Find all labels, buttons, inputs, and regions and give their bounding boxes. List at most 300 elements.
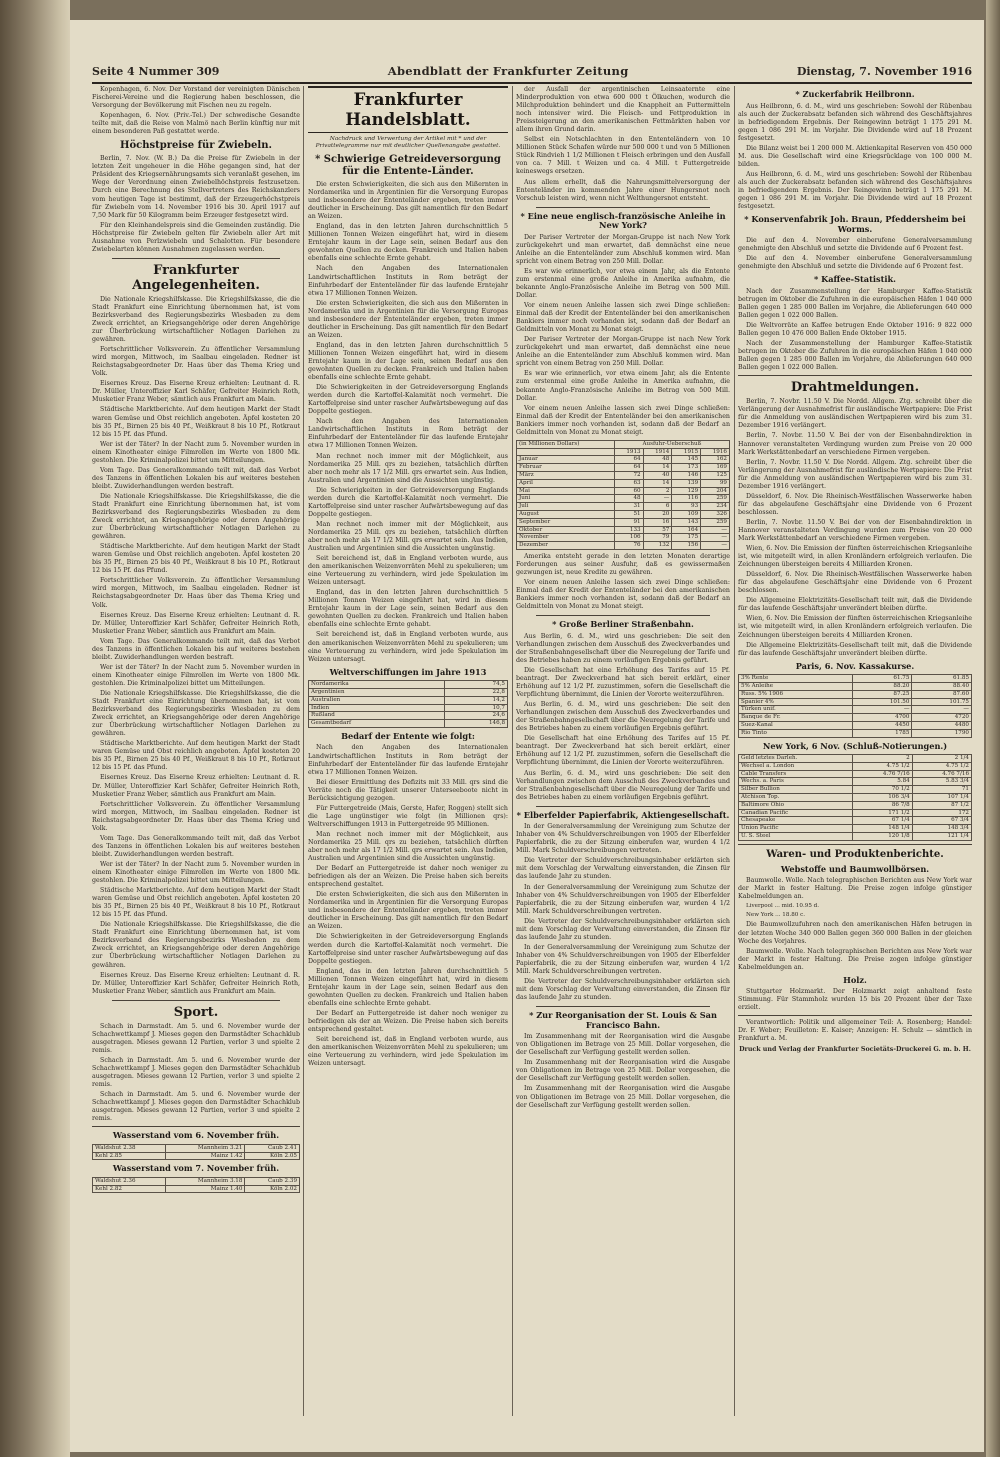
table-cell: Rußland — [309, 712, 445, 720]
table-header-cell — [517, 448, 615, 456]
table-cell: 106 3/4 — [853, 794, 912, 802]
table-row — [517, 471, 730, 479]
table-cell: 234 — [701, 503, 730, 511]
article-paragraph: Vor einem neuen Anleihe lassen sich zwei Dinge schließen: Einmal daß der Kredit der Ententeländer bei den amerikanischen Bankiers immer noch vorhanden ist, sodann daß der Bedarf an Geldmitteln von Monat zu Monat steigt. — [516, 579, 730, 611]
headline-webstoffe: Webstoffe und Baumwollbörsen. — [780, 863, 930, 874]
table-row — [739, 770, 972, 778]
table-row — [739, 801, 972, 809]
table-cell: 48 — [643, 456, 672, 464]
table-cell: Union Pacific — [739, 825, 853, 833]
table-cell: 4.76 7/16 — [853, 770, 912, 778]
divider — [738, 1015, 972, 1016]
table-row — [517, 518, 730, 526]
article-paragraph: Die Nationale Kriegshilfskasse. Die Kriegshilfskasse, die die Stadt Frankfurt eine Einrichtung übernommen hat, ist vom Bezirksverband des Regierungsbezirks Wiesbaden zu dem Zweck errichtet, an Kriegsangehörige oder deren Angehörige zur Überbrückung wirtschaftlicher Notlagen Darlehen zu gewähren. — [92, 295, 300, 344]
headline-drahtmeldungen: Drahtmeldungen. — [790, 380, 920, 396]
article-paragraph: Es war wie erinnerlich, vor etwa einem Jahr, als die Entente zum erstenmal eine große Anleihe in Amerika aufnahm, die bekannte Anglo-Französische Anleihe im Betrag von 500 Mill. Dollar. — [516, 370, 730, 402]
headline-frankfurter: Frankfurter Angelegenheiten. — [132, 262, 260, 293]
table-cell: 14 — [643, 479, 672, 487]
article-paragraph: Stuttgarter Holzmarkt. Der Holzmarkt zeigt anhaltend feste Stimmung. Für Stammholz wurden 15 bis 20 Prozent über der Taxe erzielt. — [738, 988, 972, 1012]
article-paragraph: Berlin, 7. Novbr. 11.50 V. Die Nordd. Allgem. Ztg. schreibt über die Verlängerung der Ausnahmefrist für ausländische Wertpapiere: Die Frist für die Anmeldung von ausländischen Wertpapieren wird bis zum 31. Dezember 1916 verlängert. — [738, 398, 972, 430]
article-paragraph: Die ersten Schwierigkeiten, die sich aus den Mißernten in Nordamerika und in Argentinien für die Versorgung Europas und insbesondere der Ententeländer ergeben, treten immer deutlicher in Erscheinung. Das gilt namentlich für den Bedarf an Weizen. — [308, 299, 508, 339]
table-cell: 6 — [643, 503, 672, 511]
table-cell: 5% Anleihe — [739, 682, 853, 690]
table-row — [309, 688, 508, 696]
headline-holz: Holz. — [843, 974, 867, 985]
table-cell: 87 1/2 — [912, 801, 971, 809]
table-cell: 91 — [614, 518, 643, 526]
article-paragraph: Vom Tage. Das Generalkommando teilt mit, daß das Verbot des Tanzens in öffentlichen Lokalen bis auf weiteres bestehen bleibt. Zuwiderhandlungen werden bestraft. — [92, 834, 300, 858]
article-paragraph: Selbst ein Notschlachten in den Ententeländern von 10 Millionen Stück Schafen würde nur 500 000 t und von 5 Millionen Stück Rindvieh 1 1/2 Millionen t Fleisch erbringen und den Ausfall von ca. 7 Mill. t Weizen und ca. 4 Mill. t Futtergetreide keineswegs ersetzen. — [516, 136, 730, 176]
article-paragraph: Städtische Marktberichte. Auf dem heutigen Markt der Stadt waren Gemüse und Obst reichlich angeboten. Äpfel kosteten 20 bis 35 Pf., Birnen 25 bis 40 Pf., Weißkraut 8 bis 10 Pf., Rotkraut 12 bis 15 Pf. das Pfund. — [92, 543, 300, 575]
table-cell: Juli — [517, 503, 615, 511]
article-paragraph: Vor einem neuen Anleihe lassen sich zwei Dinge schließen: Einmal daß der Kredit der Ententeländer bei den amerikanischen Bankiers immer noch vorhanden ist, sodann daß der Bedarf an Geldmitteln von Monat zu Monat steigt. — [516, 404, 730, 436]
table-cell: 93 — [672, 503, 701, 511]
table-cell: 4.76 7/16 — [912, 770, 971, 778]
article-paragraph: Düsseldorf, 6. Nov. Die Rheinisch-Westfälischen Wasserwerke haben für das abgelaufene Geschäftsjahr eine Dividende von 6 Prozent beschlossen. — [738, 571, 972, 595]
article-paragraph: Fortschrittlicher Volksverein. Zu öffentlicher Versammlung wird morgen, Mittwoch, im Saalbau eingeladen. Redner ist Reichstagsabgeordneter Dr. Haas über das Thema Krieg und Volk. — [92, 800, 300, 832]
article-paragraph: Nach den Angaben des Internationalen Landwirtschaftlichen Instituts in Rom beträgt der Einfuhrbedarf der Ententeländer für das laufende Erntejahr etwa 17 Millionen Tonnen Weizen. — [308, 418, 508, 450]
article-paragraph: Die Vertreter der Schuldverschreibungsinhaber erklärten sich mit dem Vorschlag der Verwaltung einverstanden, die Zinsen für das laufende Jahr zu stunden. — [516, 857, 730, 881]
newspaper-page — [70, 20, 984, 1452]
table-cell: 2 — [643, 487, 672, 495]
headline-getreide: * Schwierige Getreideversorgung für die Entente-Länder. — [315, 154, 501, 177]
divider — [536, 207, 710, 208]
table-header-row — [517, 448, 730, 456]
table-cell: 2 — [853, 755, 912, 763]
table-cell: Baltimore Ohio — [739, 801, 853, 809]
market-line: New York ... 18.80 c. — [746, 912, 806, 919]
table-cell: 106 — [614, 534, 643, 542]
table-cell: März — [517, 471, 615, 479]
table-row — [739, 714, 972, 722]
article-paragraph: Für den Kleinhandelspreis sind die Gemeinden zuständig. Die Höchstpreise für Zwiebeln gelten für Zwiebeln aller Art mit Ausnahme von Perlzwiebeln und Schalotten. Für besondere Zwiebelarten können Ausnahmen zugelassen werden. — [92, 221, 300, 253]
article-paragraph: Wer ist der Täter? In der Nacht zum 5. November wurden in einem Kinotheater einige Filmrollen im Werte von 1800 Mk. gestohlen. Die Kriminalpolizei bittet um Mitteilungen. — [92, 663, 300, 687]
table-cell: 14,2 — [444, 696, 507, 704]
column-1 — [92, 86, 300, 1421]
table-cell: Banque de Fr. — [739, 714, 853, 722]
table-cell: 109 — [672, 510, 701, 518]
table-row — [739, 809, 972, 817]
article-paragraph: Wer ist der Täter? In der Nacht zum 5. November wurden in einem Kinotheater einige Filmrollen im Werte von 1800 Mk. gestohlen. Die Kriminalpolizei bittet um Mitteilungen. — [92, 440, 300, 464]
table-cell: 116 — [672, 495, 701, 503]
table-total-row — [309, 720, 508, 728]
table-cell: 146,8 — [444, 720, 507, 728]
table-cell: 1785 — [852, 729, 912, 737]
table-cell: 86 7/8 — [853, 801, 912, 809]
table-cell: Wechs. a. Paris — [739, 778, 853, 786]
divider — [112, 258, 280, 259]
column-rule — [734, 86, 735, 1416]
article-paragraph: Die Weltvorräte an Kaffee betrugen Ende Oktober 1916: 9 822 000 Ballen gegen 10 476 000 Ballen Ende Oktober 1915. — [738, 321, 972, 338]
article-paragraph: Die Vertreter der Schuldverschreibungsinhaber erklärten sich mit dem Vorschlag der Verwaltung einverstanden, die Zinsen für das laufende Jahr zu stunden. — [516, 917, 730, 941]
article-paragraph: Nach der Zusammenstellung der Hamburger Kaffee-Statistik betrugen im Oktober die Zufuhren in die europäischen Häfen 1 040 000 Ballen gegen 1 285 000 Ballen im Vorjahre, die Ablieferungen 640 000 Ballen gegen 1 022 000 Ballen. — [738, 340, 972, 372]
table-cell: Australien — [309, 696, 445, 704]
table-cell: 67 3/4 — [912, 817, 971, 825]
table-cell: 61.75 — [852, 675, 912, 683]
table-row — [739, 755, 972, 763]
headline-kaffee: * Kaffee-Statistik. — [813, 274, 896, 285]
article-paragraph: Aus Berlin, 6. d. M., wird uns geschrieben: Die seit den Verhandlungen zwischen dem Ausschuß des Zweckverbandes und der Straßenbahngesellschaft über die Neuregelung der Tarife und des Betriebes haben zu einem vorläufigen Ergebnis geführt. — [516, 769, 730, 801]
table-row — [517, 456, 730, 464]
table-cell: August — [517, 510, 615, 518]
table-cell: 162 — [701, 456, 730, 464]
table-cell: 20 — [643, 510, 672, 518]
table-row — [309, 712, 508, 720]
page-number: Seite 4 Nummer 309 — [92, 64, 220, 78]
article-paragraph: Fortschrittlicher Volksverein. Zu öffentlicher Versammlung wird morgen, Mittwoch, im Saalbau eingeladen. Redner ist Reichstagsabgeordneter Dr. Haas über das Thema Krieg und Volk. — [92, 577, 300, 609]
table-header-cell: 1915 — [672, 448, 701, 456]
headline-strassenbahn: * Große Berliner Straßenbahn. — [552, 619, 694, 630]
table-row — [517, 487, 730, 495]
table-cell: Indien — [309, 704, 445, 712]
table-cell: April — [517, 479, 615, 487]
table-cell: 4.75 1/2 — [912, 762, 971, 770]
table-row — [517, 503, 730, 511]
newyork-kurse-table — [738, 754, 972, 841]
table-cell: 139 — [672, 479, 701, 487]
headline-wasserstand-6: Wasserstand vom 6. November früh. — [112, 1130, 280, 1141]
table-cell: 259 — [701, 518, 730, 526]
weltverschiffungen-table — [308, 680, 508, 728]
article-paragraph: Eisernes Kreuz. Das Eiserne Kreuz erhielten: Leutnant d. R. Dr. Müller, Unteroffizier Karl Schäfer, Gefreiter Heinrich Roth, Musketier Franz Weber, sämtlich aus Frankfurt am Main. — [92, 971, 300, 995]
table-cell: 156 — [672, 542, 701, 550]
table-cell: 132 — [643, 542, 672, 550]
table-cell: 22,8 — [444, 688, 507, 696]
table-cell: 74,5 — [444, 681, 507, 689]
article-paragraph: Nach den Angaben des Internationalen Landwirtschaftlichen Instituts in Rom beträgt der Einfuhrbedarf der Ententeländer für das laufende Erntejahr etwa 17 Millionen Tonnen Weizen. — [308, 265, 508, 297]
article-paragraph: Der Pariser Vertreter der Morgan-Gruppe ist nach New York zurückgekehrt und man erwartet, daß demnächst eine neue Anleihe an die Ententeländer zum Abschluß kommen wird. Man spricht von einem Betrag von 250 Mill. Dollar. — [516, 336, 730, 368]
table-cell: 259 — [701, 495, 730, 503]
table-cell: Oktober — [517, 526, 615, 534]
headline-zucker: * Zuckerfabrik Heilbronn. — [795, 89, 915, 99]
table-cell: Argentinien — [309, 688, 445, 696]
table-row — [739, 682, 972, 690]
table-title: Weltverschiffungen im Jahre 1913 — [329, 666, 487, 677]
article-paragraph: Schach in Darmstadt. Am 5. und 6. November wurde der Schachwettkampf J. Mieses gegen den Darmstädter Schachklub ausgetragen. Mieses gewann 12 Partien, verlor 3 und spielte 2 remis. — [92, 1022, 300, 1054]
table-row — [517, 534, 730, 542]
table-cell: 1790 — [912, 729, 972, 737]
table-cell: 88.20 — [852, 682, 912, 690]
table-cell: 204 — [701, 487, 730, 495]
table-cell: U. S. Steel — [739, 833, 853, 841]
headline-anleihe: * Eine neue englisch-französische Anleihe in New York? — [520, 210, 726, 231]
article-paragraph: Die Baumwollzufuhren nach den amerikanischen Häfen betrugen in der letzten Woche 340 000 Ballen gegen 360 000 Ballen in der gleichen Woche des Vorjahres. — [738, 921, 972, 945]
table-cell: 107 1/4 — [912, 794, 971, 802]
table-row — [739, 690, 972, 698]
article-paragraph: Die Gesellschaft hat eine Erhöhung des Tarifes auf 15 Pf. beantragt. Der Zweckverband hat sich bereit erklärt, einer Erhöhung auf 12 1/2 Pf. zuzustimmen, sofern die Gesellschaft die Verpflichtung übernimmt, die Linien der Vororte weiterzuführen. — [516, 666, 730, 699]
table-cell: 87.60 — [912, 690, 972, 698]
divider — [92, 1126, 300, 1127]
article-paragraph: Nach den Angaben des Internationalen Landwirtschaftlichen Instituts in Rom beträgt der Einfuhrbedarf der Ententeländer für das laufende Erntejahr etwa 17 Millionen Tonnen Weizen. — [308, 744, 508, 776]
article-paragraph: Schach in Darmstadt. Am 5. und 6. November wurde der Schachwettkampf J. Mieses gegen den Darmstädter Schachklub ausgetragen. Mieses gewann 12 Partien, verlor 3 und spielte 2 remis. — [92, 1056, 300, 1089]
headline-zwiebeln: Höchstpreise für Zwiebeln. — [120, 140, 272, 152]
article-paragraph: Bei dieser Ermittlung des Defizits mit 33 Mill. qrs sind die Vorräte noch die Tätigkeit unserer Unterseeboote nicht in Berücksichtigung gezogen. — [308, 778, 508, 802]
table-row — [739, 698, 972, 706]
article-paragraph: Eisernes Kreuz. Das Eiserne Kreuz erhielten: Leutnant d. R. Dr. Müller, Unteroffizier Karl Schäfer, Gefreiter Heinrich Roth, Musketier Franz Weber, sämtlich aus Frankfurt am Main. — [92, 380, 300, 404]
article-paragraph: Amerika entsteht gerade in den letzten Monaten derartige Forderungen aus seiner Ausfuhr, daß es gewissermaßen gezwungen ist, neue Kredite zu gewähren. — [516, 552, 730, 577]
table-cell: 4700 — [852, 714, 912, 722]
newspaper-title: Abendblatt der Frankfurter Zeitung — [387, 64, 629, 78]
table-cell: 40 — [643, 471, 672, 479]
table-cell: September — [517, 518, 615, 526]
table-cell: 164 — [672, 526, 701, 534]
table-cell: 125 — [701, 471, 730, 479]
table-cell: 146 — [672, 471, 701, 479]
page-right-edge — [986, 0, 1000, 1457]
table-row — [517, 464, 730, 472]
table-cell: 148 1/4 — [853, 825, 912, 833]
masthead — [92, 60, 972, 84]
table-cell: — — [852, 706, 912, 714]
table-cell: 120 1/8 — [853, 833, 912, 841]
table-cell: Russ. 5% 1906 — [739, 690, 853, 698]
divider — [738, 844, 972, 845]
article-paragraph: Die Vertreter der Schuldverschreibungsinhaber erklärten sich mit dem Vorschlag der Verwaltung einverstanden, die Zinsen für das laufende Jahr zu stunden. — [516, 978, 730, 1002]
table-cell: 24,6 — [444, 712, 507, 720]
article-paragraph: Eisernes Kreuz. Das Eiserne Kreuz erhielten: Leutnant d. R. Dr. Müller, Unteroffizier Karl Schäfer, Gefreiter Heinrich Roth, Musketier Franz Weber, sämtlich aus Frankfurt am Main. — [92, 774, 300, 798]
article-paragraph: Für Futtergetreide (Mais, Gerste, Hafer, Roggen) stellt sich die Lage ungünstiger wie folgt (in Millionen qrs): Weltverschiffungen 1913 in Futtergetreide 95 Millionen. — [308, 804, 508, 828]
section-banner-sub: Nachdruck und Verwertung der Artikel mit * und der Privattelegramme nur mit deutlicher Quellenangabe gestattet. — [315, 136, 501, 149]
table-cell: Gesamtbedarf — [309, 720, 445, 728]
table-cell: 48 — [614, 495, 643, 503]
article-paragraph: Seit bereichend ist, daß in England verboten wurde, aus den amerikanischen Weizenvorräten Mehl zu spekulieren; um eine Verteuerung zu verhindern, wird jede Spekulation im Weizen untersagt. — [308, 631, 508, 663]
table-cell: 99 — [701, 479, 730, 487]
headline-konserven: * Konservenfabrik Joh. Braun, Pfeddersheim bei Worms. — [744, 214, 966, 234]
article-paragraph: Schach in Darmstadt. Am 5. und 6. November wurde der Schachwettkampf J. Mieses gegen den Darmstädter Schachklub ausgetragen. Mieses gewann 12 Partien, verlor 3 und spielte 2 remis. — [92, 1091, 300, 1123]
table-cell: — — [643, 495, 672, 503]
article-paragraph: Baumwolle. Wolle. Nach telegraphischen Berichten aus New York war der Markt in fester Haltung. Die Preise zogen infolge günstiger Kabelmeldungen an. — [738, 947, 972, 971]
table-row — [739, 833, 972, 841]
article-paragraph: Aus Heilbronn, 6. d. M., wird uns geschrieben: Sowohl der Rübenbau als auch der Zuckerabsatz befanden sich während des Geschäftsjahres in befriedigendem Ergebnis. Der Reingewinn beträgt 1 175 291 M. gegen 1 086 291 M. im Vorjahr. Die Dividende wird auf 18 Prozent festgesetzt. — [738, 102, 972, 142]
table-cell: 133 — [614, 526, 643, 534]
article-paragraph: der Ausfall der argentinischen Leinsaaternte eine Minderproduktion von etwa 600 000 t Ölkuchen, wodurch die Milchproduktion behindert und die Knappheit an Futtermitteln noch intensiver wird. Die Fleisch- und Fettproduktion in Preissteigerung an den amerikanischen Fettmärkten haben vor allem ihren Grund darin. — [516, 86, 730, 134]
article-paragraph: Die Allgemeine Elektrizitäts-Gesellschaft teilt mit, daß die Dividende für das laufende Geschäftsjahr unverändert bleiben dürfte. — [738, 641, 972, 657]
table-row — [517, 479, 730, 487]
table-cell: — — [912, 706, 972, 714]
table-cell: 5.83 3/4 — [912, 778, 971, 786]
table-cell: 173 — [672, 464, 701, 472]
table-row — [739, 817, 972, 825]
divider — [112, 1000, 280, 1001]
article-paragraph: Aus Heilbronn, 6. d. M., wird uns geschrieben: Sowohl der Rübenbau als auch der Zuckerabsatz befanden sich während des Geschäftsjahres in befriedigendem Ergebnis. Der Reingewinn beträgt 1 175 291 M. gegen 1 086 291 M. im Vorjahr. Die Dividende wird auf 18 Prozent festgesetzt. — [738, 170, 972, 211]
table-cell: 10,7 — [444, 704, 507, 712]
table-header-cell: 1914 — [643, 448, 672, 456]
article-paragraph: In der Generalversammlung der Vereinigung zum Schutze der Inhaber von 4% Schuldverschreibungen von 1905 der Elberfelder Papierfabrik, die zu der Sitzung einberufen war, wurden 4 1/2 Mill. Mark Schuldverschreibungen vertreten. — [516, 943, 730, 975]
article-paragraph: Die auf den 4. November einberufene Generalversammlung genehmigte den Abschluß und setzte die Dividende auf 6 Prozent fest. — [738, 255, 972, 271]
table-cell: 60 — [614, 487, 643, 495]
article-paragraph: Aus Berlin, 6. d. M., wird uns geschrieben: Die seit den Verhandlungen zwischen dem Ausschuß des Zweckverbandes und der Straßenbahngesellschaft über die Neuregelung der Tarife und des Betriebes haben zu einem vorläufigen Ergebnis geführt. — [516, 701, 730, 733]
headline-waren: Waren- und Produktenberichte. — [766, 848, 944, 860]
table-row — [739, 721, 972, 729]
headline-sport: Sport. — [173, 1004, 219, 1020]
table-header-cell: Ausfuhr-Ueberschuß — [614, 440, 729, 448]
article-paragraph: Die auf den 4. November einberufene Generalversammlung genehmigte den Abschluß und setzte die Dividende auf 6 Prozent fest. — [738, 237, 972, 253]
table-cell: 172 — [912, 809, 971, 817]
article-paragraph: England, das in den letzten Jahren durchschnittlich 5 Millionen Tonnen Weizen eingeführt hat, wird in diesem Erntejahr kaum in der Lage sein, seinen Bedarf aus den gewohnten Quellen zu decken. Frankreich und Italien haben ebenfalls eine schlechte Ernte gehabt. — [308, 341, 508, 382]
column-rule — [303, 86, 304, 1416]
article-paragraph: Vor einem neuen Anleihe lassen sich zwei Dinge schließen: Einmal daß der Kredit der Ententeländer bei den amerikanischen Bankiers immer noch vorhanden ist, sodann daß der Bedarf an Geldmitteln von Monat zu Monat steigt. — [516, 302, 730, 334]
table-cell: Cable Transfers — [739, 770, 853, 778]
table-cell: 76 — [614, 542, 643, 550]
article-paragraph: Die Nationale Kriegshilfskasse. Die Kriegshilfskasse, die die Stadt Frankfurt eine Einrichtung übernommen hat, ist vom Bezirksverband des Regierungsbezirks Wiesbaden zu dem Zweck errichtet, an Kriegsangehörige oder deren Angehörige zur Überbrückung wirtschaftlicher Notlagen Darlehen zu gewähren. — [92, 492, 300, 541]
table-cell: 57 — [643, 526, 672, 534]
article-paragraph: Man rechnet noch immer mit der Möglichkeit, aus Nordamerika 25 Mill. qrs zu beziehen, tatsächlich dürften aber noch mehr als 17 1/2 Mill. qrs erwartet sein. Aus Indien, Australien und Argentinien sind die Aussichten ungünstig. — [308, 830, 508, 863]
table-cell: 169 — [701, 464, 730, 472]
table-cell: Juni — [517, 495, 615, 503]
table-cell: 5.84 — [853, 778, 912, 786]
section-banner: Frankfurter Handelsblatt. — [308, 86, 508, 133]
article-paragraph: Berlin, 7. Novbr. 11.50 V. Die Nordd. Allgem. Ztg. schreibt über die Verlängerung der Ausnahmefrist für ausländische Wertpapiere: Die Frist für die Anmeldung von ausländischen Wertpapieren wird bis zum 31. Dezember 1916 verlängert. — [738, 458, 972, 490]
article-paragraph: Berlin, 7. Novbr. 11.50 V. Bei der von der Eisenbahndirektion in Hannover veranstalteten Verdingung wurden zum Preise von 20 000 Mark Werkstättenbedarf an verschiedene Firmen vergeben. — [738, 518, 972, 543]
headline-stlouis: * Zur Reorganisation der St. Louis & San Francisco Bahn. — [529, 1010, 717, 1030]
table-cell: Canadian Pacific — [739, 809, 853, 817]
table-cell: 101.75 — [912, 698, 972, 706]
table-row — [517, 510, 730, 518]
article-paragraph: Die ersten Schwierigkeiten, die sich aus den Mißernten in Nordamerika und in Argentinien für die Versorgung Europas und insbesondere der Ententeländer ergeben, treten immer deutlicher in Erscheinung. Das gilt namentlich für den Bedarf an Weizen. — [308, 181, 508, 221]
headline-bedarf: Bedarf der Entente wie folgt: — [341, 730, 475, 741]
article-paragraph: Städtische Marktberichte. Auf dem heutigen Markt der Stadt waren Gemüse und Obst reichlich angeboten. Äpfel kosteten 20 bis 35 Pf., Birnen 25 bis 40 Pf., Weißkraut 8 bis 10 Pf., Rotkraut 12 bis 15 Pf. das Pfund. — [92, 406, 300, 438]
article-paragraph: Vom Tage. Das Generalkommando teilt mit, daß das Verbot des Tanzens in öffentlichen Lokalen bis auf weiteres bestehen bleibt. Zuwiderhandlungen werden bestraft. — [92, 637, 300, 661]
article-paragraph: Die Schwierigkeiten in der Getreideversorgung Englands werden durch die Kartoffel-Kalamität noch vermehrt. Die Kartoffelpreise sind unter rascher Aufwärtsbewegung auf das Doppelte gestiegen. — [308, 486, 508, 518]
table-cell: Chesapeake — [739, 817, 853, 825]
table-cell: Nordamerika — [309, 681, 445, 689]
headline-paris: Paris, 6. Nov. Kassakurse. — [795, 660, 915, 671]
article-paragraph: Die Schwierigkeiten in der Getreideversorgung Englands werden durch die Kartoffel-Kalamität noch vermehrt. Die Kartoffelpreise sind unter rascher Aufwärtsbewegung auf das Doppelte gestiegen. — [308, 933, 508, 965]
column-rule — [512, 86, 513, 1416]
article-paragraph: England, das in den letzten Jahren durchschnittlich 5 Millionen Tonnen Weizen eingeführt hat, wird in diesem Erntejahr kaum in der Lage sein, seinen Bedarf aus den gewohnten Quellen zu decken. Frankreich und Italien haben ebenfalls eine schlechte Ernte gehabt. — [308, 967, 508, 1007]
market-line: Liverpool ... mid. 10.95 d. — [746, 903, 820, 910]
table-cell: 16 — [643, 518, 672, 526]
headline-papierfabrik: * Elberfelder Papierfabrik, Aktiengesellschaft. — [516, 809, 730, 820]
wasserstand-table: Waldshut 2.36 Mannheim 3.18 Caub 2.39 Kehl 2.82 Mainz 1.40 Köln 2.02 — [92, 1177, 300, 1194]
table-cell: 145 — [672, 456, 701, 464]
table-cell: 79 — [643, 534, 672, 542]
article-paragraph: Die Schwierigkeiten in der Getreideversorgung Englands werden durch die Kartoffel-Kalamität noch vermehrt. Die Kartoffelpreise sind unter rascher Aufwärtsbewegung auf das Doppelte gestiegen. — [308, 384, 508, 416]
imprint: Druck und Verlag der Frankfurter Societäts-Druckerei G. m. b. H. — [739, 1045, 971, 1053]
article-paragraph: Die Nationale Kriegshilfskasse. Die Kriegshilfskasse, die die Stadt Frankfurt eine Einrichtung übernommen hat, ist vom Bezirksverband des Regierungsbezirks Wiesbaden zu dem Zweck errichtet, an Kriegsangehörige oder deren Angehörige zur Überbrückung wirtschaftlicher Notlagen Darlehen zu gewähren. — [92, 921, 300, 969]
table-row — [517, 495, 730, 503]
table-cell: 326 — [701, 510, 730, 518]
table-cell: 2 1/4 — [912, 755, 971, 763]
table-cell: Spanier 4% — [739, 698, 853, 706]
table-row — [739, 778, 972, 786]
table-cell: 87.25 — [852, 690, 912, 698]
table-cell: 171 1/2 — [853, 809, 912, 817]
table-cell: 64 — [614, 464, 643, 472]
article-paragraph: Städtische Marktberichte. Auf dem heutigen Markt der Stadt waren Gemüse und Obst reichlich angeboten. Äpfel kosteten 20 bis 35 Pf., Birnen 25 bis 40 Pf., Weißkraut 8 bis 10 Pf., Rotkraut 12 bis 15 Pf. das Pfund. — [92, 887, 300, 919]
table-row — [517, 526, 730, 534]
article-paragraph: Berlin, 7. Novbr. 11.50 V. Bei der von der Eisenbahndirektion in Hannover veranstalteten Verdingung wurden zum Preise von 20 000 Mark Werkstättenbedarf an verschiedene Firmen vergeben. — [738, 432, 972, 456]
article-paragraph: Eisernes Kreuz. Das Eiserne Kreuz erhielten: Leutnant d. R. Dr. Müller, Unteroffizier Karl Schäfer, Gefreiter Heinrich Roth, Musketier Franz Weber, sämtlich aus Frankfurt am Main. — [92, 611, 300, 635]
article-paragraph: England, das in den letzten Jahren durchschnittlich 5 Millionen Tonnen Weizen eingeführt hat, wird in diesem Erntejahr kaum in der Lage sein, seinen Bedarf aus den gewohnten Quellen zu decken. Frankreich und Italien haben ebenfalls eine schlechte Ernte gehabt. — [308, 223, 508, 263]
table-cell: 63 — [614, 479, 643, 487]
table-cell: 4480 — [912, 721, 972, 729]
table-cell: 71 — [912, 786, 971, 794]
table-cell: 129 — [672, 487, 701, 495]
table-cell: 70 1/2 — [853, 786, 912, 794]
article-paragraph: Der Bedarf an Futtergetreide ist daher noch weniger zu befriedigen als der an Weizen. Die Preise haben sich bereits entsprechend gestaltet. — [308, 1009, 508, 1033]
imprint: Verantwortlich: Politik und allgemeiner Teil: A. Rosenberg; Handel: Dr. F. Weber; Feuilleton: E. Kaiser; Anzeigen: H. Schulz — sämtlich in Frankfurt a. M. — [738, 1019, 972, 1043]
table-cell: 61.85 — [912, 675, 972, 683]
table-cell: Rio Tinto — [739, 729, 853, 737]
table-cell: 4.75 1/2 — [853, 762, 912, 770]
table-cell: — — [701, 534, 730, 542]
article-paragraph: Baumwolle. Wolle. Nach telegraphischen Berichten aus New York war der Markt in fester Haltung. Die Preise zogen infolge günstiger Kabelmeldungen an. — [738, 877, 972, 901]
table-cell: Türken unif. — [739, 706, 853, 714]
table-row — [739, 675, 972, 683]
table-cell: 72 — [614, 471, 643, 479]
column-3 — [516, 86, 730, 1421]
article-paragraph: Die ersten Schwierigkeiten, die sich aus den Mißernten in Nordamerika und in Argentinien für die Versorgung Europas und insbesondere der Ententeländer ergeben, treten immer deutlicher in Erscheinung. Das gilt namentlich für den Bedarf an Weizen. — [308, 891, 508, 931]
table-row — [739, 794, 972, 802]
issue-date: Dienstag, 7. November 1916 — [796, 64, 972, 78]
table-row — [309, 704, 508, 712]
table-cell: 4450 — [852, 721, 912, 729]
table-header-cell: 1916 — [701, 448, 730, 456]
table-cell: Februar — [517, 464, 615, 472]
table-cell: 14 — [643, 464, 672, 472]
article-paragraph: Der Bedarf an Futtergetreide ist daher noch weniger zu befriedigen als der an Weizen. Die Preise haben sich bereits entsprechend gestaltet. — [308, 865, 508, 889]
article-paragraph: Nach der Zusammenstellung der Hamburger Kaffee-Statistik betrugen im Oktober die Zufuhren in die europäischen Häfen 1 040 000 Ballen gegen 1 285 000 Ballen im Vorjahre, die Ablieferungen 640 000 Ballen gegen 1 022 000 Ballen. — [738, 287, 972, 319]
table-cell: Silber Bullion — [739, 786, 853, 794]
table-cell: — — [701, 526, 730, 534]
table-cell: 64 — [614, 456, 643, 464]
article-paragraph: Kopenhagen, 6. Nov. (Priv.-Tel.) Der schwedische Gesandte teilte mit, daß die Reise von Malmö nach Berlin künftig nur mit einem besonderen Paß gestattet werde. — [92, 112, 300, 136]
table-header-row — [517, 440, 730, 448]
headline-newyork: New York, 6 Nov. (Schluß-Notierungen.) — [762, 740, 948, 751]
table-cell: November — [517, 534, 615, 542]
article-paragraph: Die Allgemeine Elektrizitäts-Gesellschaft teilt mit, daß die Dividende für das laufende Geschäftsjahr unverändert bleiben dürfte. — [738, 597, 972, 613]
table-cell: 148 3/4 — [912, 825, 971, 833]
table-cell: 121 1/4 — [912, 833, 971, 841]
table-cell: — — [701, 542, 730, 550]
article-paragraph: Die Bilanz weist bei 1 200 000 M. Aktienkapital Reserven von 450 000 M. aus. Die Gesellschaft wird eine Kriegsrücklage von 100 000 M. bilden. — [738, 144, 972, 168]
article-paragraph: Fortschrittlicher Volksverein. Zu öffentlicher Versammlung wird morgen, Mittwoch, im Saalbau eingeladen. Redner ist Reichstagsabgeordneter Dr. Haas über das Thema Krieg und Volk. — [92, 346, 300, 378]
divider — [738, 375, 972, 376]
table-cell: 3% Rente — [739, 675, 853, 683]
table-header-cell: (in Millionen Dollars) — [517, 440, 615, 448]
headline-wasserstand-7: Wasserstand vom 7. November früh. — [112, 1163, 280, 1174]
table-row — [517, 542, 730, 550]
table-cell: 67 1/4 — [853, 817, 912, 825]
table-row — [739, 729, 972, 737]
table-cell: 101.50 — [852, 698, 912, 706]
table-row — [309, 681, 508, 689]
article-paragraph: In der Generalversammlung der Vereinigung zum Schutze der Inhaber von 4% Schuldverschreibungen von 1905 der Elberfelder Papierfabrik, die zu der Sitzung einberufen war, wurden 4 1/2 Mill. Mark Schuldverschreibungen vertreten. — [516, 823, 730, 855]
table-cell: 31 — [614, 503, 643, 511]
article-paragraph: Städtische Marktberichte. Auf dem heutigen Markt der Stadt waren Gemüse und Obst reichlich angeboten. Äpfel kosteten 20 bis 35 Pf., Birnen 25 bis 40 Pf., Weißkraut 8 bis 10 Pf., Rotkraut 12 bis 15 Pf. das Pfund. — [92, 740, 300, 772]
wasserstand-table: Waldshut 2.38 Mannheim 3.21 Caub 2.41 Kehl 2.85 Mainz 1.42 Köln 2.05 — [92, 1144, 300, 1161]
article-paragraph: Die Nationale Kriegshilfskasse. Die Kriegshilfskasse, die die Stadt Frankfurt eine Einrichtung übernommen hat, ist vom Bezirksverband des Regierungsbezirks Wiesbaden zu dem Zweck errichtet, an Kriegsangehörige oder deren Angehörige zur Überbrückung wirtschaftlicher Notlagen Darlehen zu gewähren. — [92, 690, 300, 738]
book-binding-edge — [0, 0, 70, 1457]
article-paragraph: Vom Tage. Das Generalkommando teilt mit, daß das Verbot des Tanzens in öffentlichen Lokalen bis auf weiteres bestehen bleibt. Zuwiderhandlungen werden bestraft. — [92, 466, 300, 490]
article-paragraph: Es war wie erinnerlich, vor etwa einem Jahr, als die Entente zum erstenmal eine große Anleihe in Amerika aufnahm, die bekannte Anglo-Französische Anleihe im Betrag von 500 Mill. Dollar. — [516, 267, 730, 299]
article-paragraph: Im Zusammenhang mit der Reorganisation wird die Ausgabe von Obligationen im Betrage von 25 Mill. Dollar vorgesehen, die der Gesellschaft zur Verfügung gestellt werden sollen. — [516, 1085, 730, 1109]
article-paragraph: Seit bereichend ist, daß in England verboten wurde, aus den amerikanischen Weizenvorräten Mehl zu spekulieren; um eine Verteuerung zu verhindern, wird jede Spekulation im Weizen untersagt. — [308, 555, 508, 587]
article-paragraph: Wien, 6. Nov. Die Emission der fünften österreichischen Kriegsanleihe ist, wie mitgeteilt wird, in allen Kronländern erfolgreich verlaufen. Die Zeichnungen übersteigen bereits 4 Milliarden Kronen. — [738, 615, 972, 639]
table-cell: 143 — [672, 518, 701, 526]
article-paragraph: Im Zusammenhang mit der Reorganisation wird die Ausgabe von Obligationen im Betrage von 25 Mill. Dollar vorgesehen, die der Gesellschaft zur Verfügung gestellt werden sollen. — [516, 1059, 730, 1083]
table-row — [739, 706, 972, 714]
article-paragraph: Seit bereichend ist, daß in England verboten wurde, aus den amerikanischen Weizenvorräten Mehl zu spekulieren; um eine Verteuerung zu verhindern, wird jede Spekulation im Weizen untersagt. — [308, 1036, 508, 1068]
article-paragraph: In der Generalversammlung der Vereinigung zum Schutze der Inhaber von 4% Schuldverschreibungen von 1905 der Elberfelder Papierfabrik, die zu der Sitzung einberufen war, wurden 4 1/2 Mill. Mark Schuldverschreibungen vertreten. — [516, 883, 730, 915]
table-cell: Mai — [517, 487, 615, 495]
table-cell: 51 — [614, 510, 643, 518]
table-cell: Atchison Top. — [739, 794, 853, 802]
column-2 — [308, 86, 508, 1421]
article-paragraph: Der Pariser Vertreter der Morgan-Gruppe ist nach New York zurückgekehrt und man erwartet, daß demnächst eine neue Anleihe an die Ententeländer zum Abschluß kommen wird. Man spricht von einem Betrag von 250 Mill. Dollar. — [516, 233, 730, 265]
table-row — [739, 762, 972, 770]
